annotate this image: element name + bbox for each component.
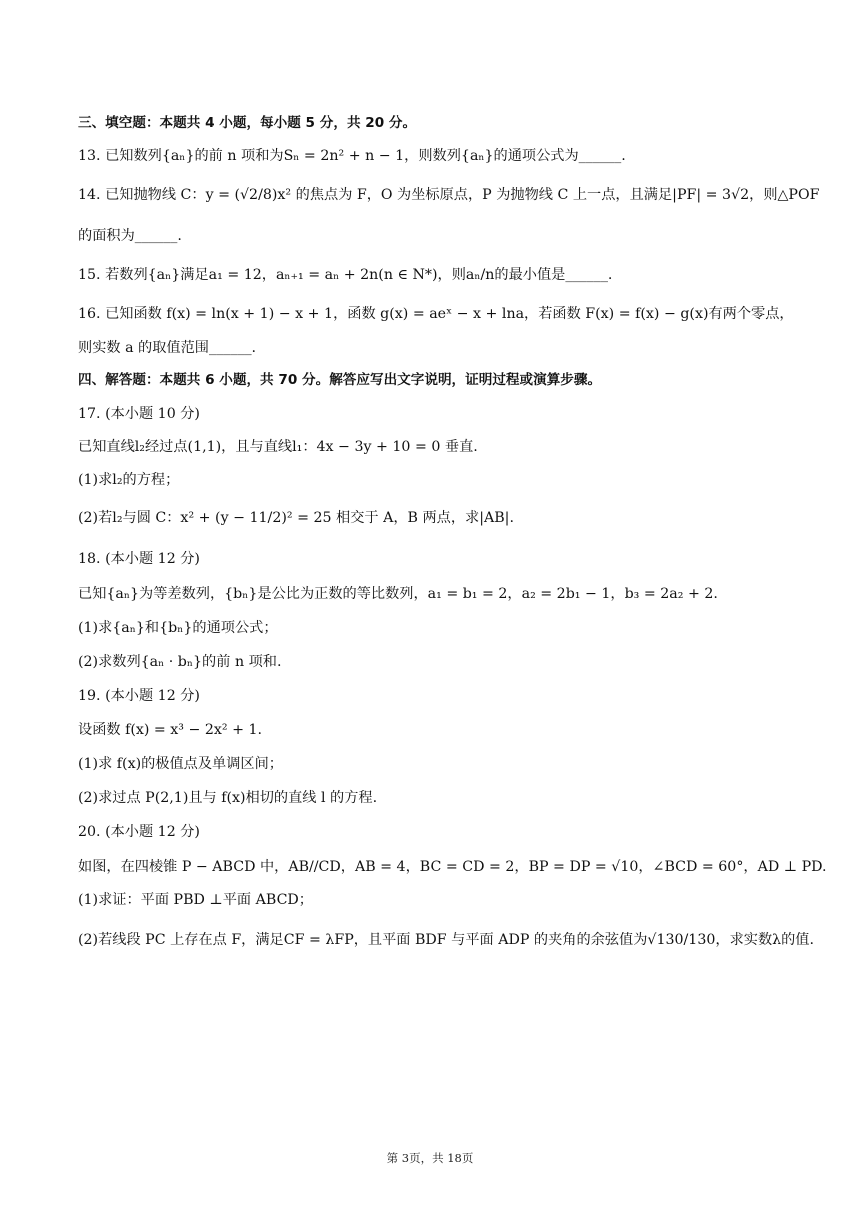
- question-20-stem: 如图，在四棱锥 P − ABCD 中，AB//CD，AB = 4，BC = CD = 2，BP = DP = √10，∠BCD = 60°，AD ⊥ PD.: [78, 859, 827, 875]
- question-14-line1: 14. 已知抛物线 C：y = (√2/8)x² 的焦点为 F，O 为坐标原点，P 为抛物线 C 上一点，且满足|PF| = 3√2，则△POF: [78, 187, 820, 203]
- question-17-stem: 已知直线l₂经过点(1,1)，且与直线l₁：4x − 3y + 10 = 0 垂直.: [78, 439, 478, 455]
- question-13: 13. 已知数列{aₙ}的前 n 项和为Sₙ = 2n² + n − 1，则数列{aₙ}的通项公式为______.: [78, 148, 626, 164]
- question-17-title: 17. (本小题 10 分): [78, 406, 200, 422]
- question-19-part2: (2)求过点 P(2,1)且与 f(x)相切的直线 l 的方程.: [78, 790, 378, 806]
- question-18-part2: (2)求数列{aₙ · bₙ}的前 n 项和.: [78, 654, 282, 670]
- question-19-part1: (1)求 f(x)的极值点及单调区间；: [78, 756, 283, 772]
- section-solve-header: 四、解答题：本题共 6 小题，共 70 分。解答应写出文字说明，证明过程或演算步骤。: [78, 372, 602, 388]
- question-17-part1: (1)求l₂的方程；: [78, 472, 180, 488]
- question-18-part1: (1)求{aₙ}和{bₙ}的通项公式；: [78, 620, 278, 636]
- question-20-part1: (1)求证：平面 PBD ⊥平面 ABCD；: [78, 892, 313, 908]
- question-18-stem: 已知{aₙ}为等差数列，{bₙ}是公比为正数的等比数列，a₁ = b₁ = 2，a₂ = 2b₁ − 1，b₃ = 2a₂ + 2.: [78, 586, 718, 602]
- question-20-title: 20. (本小题 12 分): [78, 824, 200, 840]
- question-19-title: 19. (本小题 12 分): [78, 688, 200, 704]
- question-16-line2: 则实数 a 的取值范围______.: [78, 340, 257, 356]
- question-18-title: 18. (本小题 12 分): [78, 551, 200, 567]
- page-footer: 第 3页，共 18页: [386, 1151, 474, 1165]
- question-19-stem: 设函数 f(x) = x³ − 2x² + 1.: [78, 722, 263, 738]
- question-20-part2: (2)若线段 PC 上存在点 F，满足CF = λFP，且平面 BDF 与平面 ADP 的夹角的余弦值为√130/130，求实数λ的值.: [78, 932, 815, 948]
- section-fill-blank-header: 三、填空题：本题共 4 小题，每小题 5 分，共 20 分。: [78, 115, 417, 131]
- question-16-line1: 16. 已知函数 f(x) = ln(x + 1) − x + 1，函数 g(x) = aeˣ − x + lna，若函数 F(x) = f(x) − g(x)有两个零点，: [78, 306, 794, 322]
- question-17-part2: (2)若l₂与圆 C：x² + (y − 11/2)² = 25 相交于 A，B 两点，求|AB|.: [78, 510, 514, 526]
- question-15: 15. 若数列{aₙ}满足a₁ = 12，aₙ₊₁ = aₙ + 2n(n ∈ N*)，则aₙ/n的最小值是______.: [78, 267, 613, 283]
- question-14-line2: 的面积为______.: [78, 228, 182, 244]
